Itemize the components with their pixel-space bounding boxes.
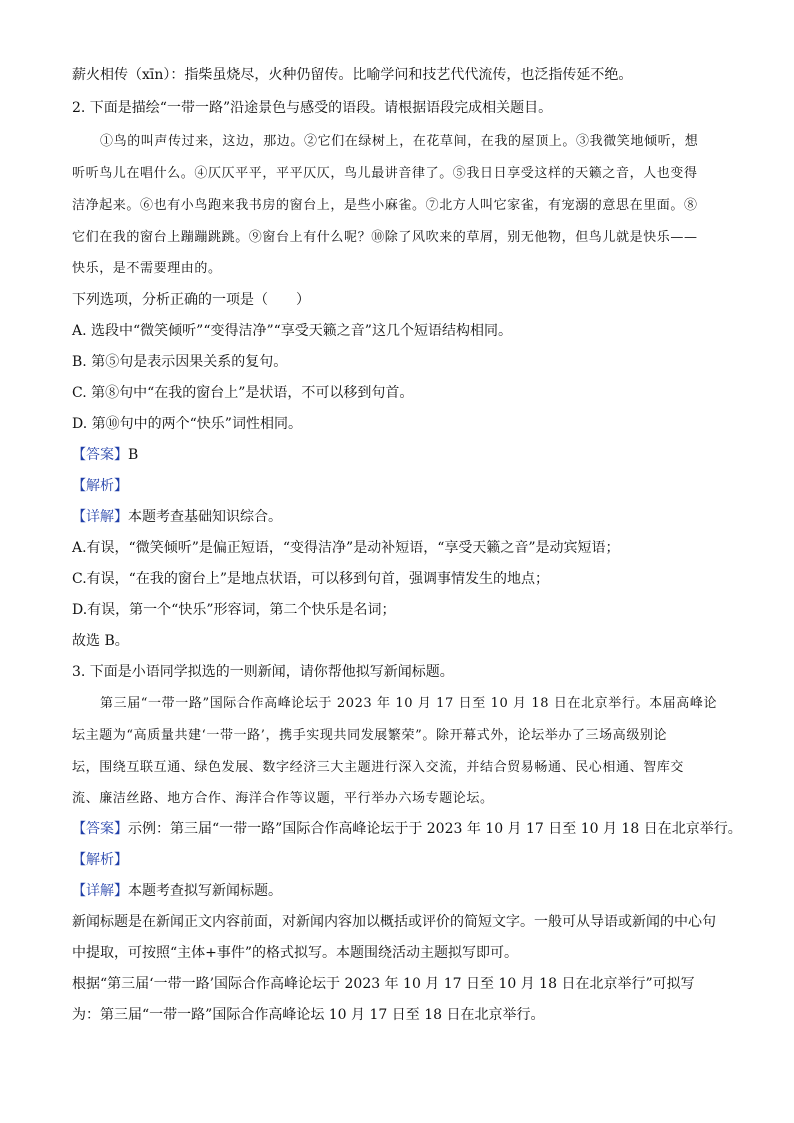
answer-tag: 【答案】 — [72, 821, 128, 837]
passage-line: ①鸟的叫声传过来，这边，那边。②它们在绿树上，在花草间，在我的屋顶上。③我微笑地倾听，想 — [100, 134, 699, 149]
detail-tag: 【详解】 — [72, 883, 128, 899]
definition-line: 薪火相传（xīn）：指柴虽烧尽，火种仍留传。比喻学问和技艺代代流传，也泛指传延不绝。 — [72, 67, 633, 83]
option-c: C. 第⑧句中“在我的窗台上”是状语，不可以移到句首。 — [72, 385, 414, 401]
option-d: D. 第⑩句中的两个“快乐”词性相同。 — [72, 416, 302, 432]
detail-tag: 【详解】 — [72, 509, 128, 525]
question-3-stem: 3. 下面是小语同学拟选的一则新闻，请你帮他拟写新闻标题。 — [72, 664, 454, 680]
news-line: 第三届“一带一路”国际合作高峰论坛于 2023 年 10 月 17 日至 10 月 18 日在北京举行。本届高峰论 — [100, 696, 718, 711]
explanation-line: A.有误，“微笑倾听”是偏正短语，“变得洁净”是动补短语，“享受天籁之音”是动宾短语； — [72, 540, 620, 556]
explanation-line: C.有误，“在我的窗台上”是地点状语，可以移到句首，强调事情发生的地点； — [72, 571, 549, 587]
question-2-stem: 2. 下面是描绘“一带一路”沿途景色与感受的语段。请根据语段完成相关题目。 — [72, 100, 553, 116]
explanation-line: 中提取，可按照“主体+事件”的格式拟写。本题围绕活动主题拟写即可。 — [72, 945, 519, 961]
explanation-line: D.有误，第一个“快乐”形容词，第二个快乐是名词； — [72, 602, 396, 618]
answer-value: 示例：第三届“一带一路”国际合作高峰论坛于于 2023 年 10 月 17 日至 10 月 18 日在北京举行。 — [128, 821, 742, 837]
detail-line — [72, 882, 282, 900]
passage-line: 听听鸟儿在唱什么。④仄仄平平，平平仄仄，鸟儿最讲音律了。⑤我日日享受这样的天籁之音，人也变得 — [72, 166, 698, 181]
passage-line: 它们在我的窗台上蹦蹦跳跳。⑨窗台上有什么呢？⑩除了风吹来的草屑，别无他物，但鸟儿就是快乐—— — [72, 230, 698, 245]
explanation-line: 为：第三届“一带一路”国际合作高峰论坛 10 月 17 日至 18 日在北京举行。 — [72, 1007, 545, 1023]
news-line: 坛主题为“高质量共建‘一带一路’，携手实现共同发展繁荣”。除开幕式外，论坛举办了三场高级别论 — [72, 728, 668, 743]
passage-line: 洁净起来。⑥也有小鸟跑来我书房的窗台上，是些小麻雀。⑦北方人叫它家雀，有宠溺的意思在里面。⑧ — [72, 198, 698, 213]
conclusion-line: 故选 B。 — [72, 633, 129, 649]
news-line: 流、廉洁丝路、地方合作、海洋合作等议题，平行举办六场专题论坛。 — [72, 791, 494, 806]
question-prompt: 下列选项，分析正确的一项是（ ） — [72, 292, 310, 308]
explanation-line: 新闻标题是在新闻正文内容前面，对新闻内容加以概括或评价的简短文字。一般可从导语或新闻的中心句 — [72, 914, 716, 930]
option-a: A. 选段中“微笑倾听”“变得洁净”“享受天籁之音”这几个短语结构相同。 — [72, 323, 512, 339]
analysis-tag: 【解析】 — [72, 852, 128, 868]
answer-value: B — [128, 447, 139, 463]
answer-line — [72, 820, 742, 838]
answer-tag: 【答案】 — [72, 447, 128, 463]
answer-line — [72, 446, 138, 464]
detail-line — [72, 508, 282, 526]
detail-text: 本题考查基础知识综合。 — [128, 509, 282, 525]
detail-text: 本题考查拟写新闻标题。 — [128, 883, 282, 899]
passage-line: 快乐，是不需要理由的。 — [72, 261, 222, 276]
news-line: 坛，围绕互联互通、绿色发展、数字经济三大主题进行深入交流，并结合贸易畅通、民心相通、智库交 — [72, 760, 685, 775]
analysis-tag: 【解析】 — [72, 478, 128, 494]
explanation-line: 根据“第三届‘一带一路’国际合作高峰论坛于 2023 年 10 月 17 日至 10 月 18 日在北京举行”可拟写 — [72, 976, 695, 992]
option-b: B. 第⑤句是表示因果关系的复句。 — [72, 354, 288, 370]
